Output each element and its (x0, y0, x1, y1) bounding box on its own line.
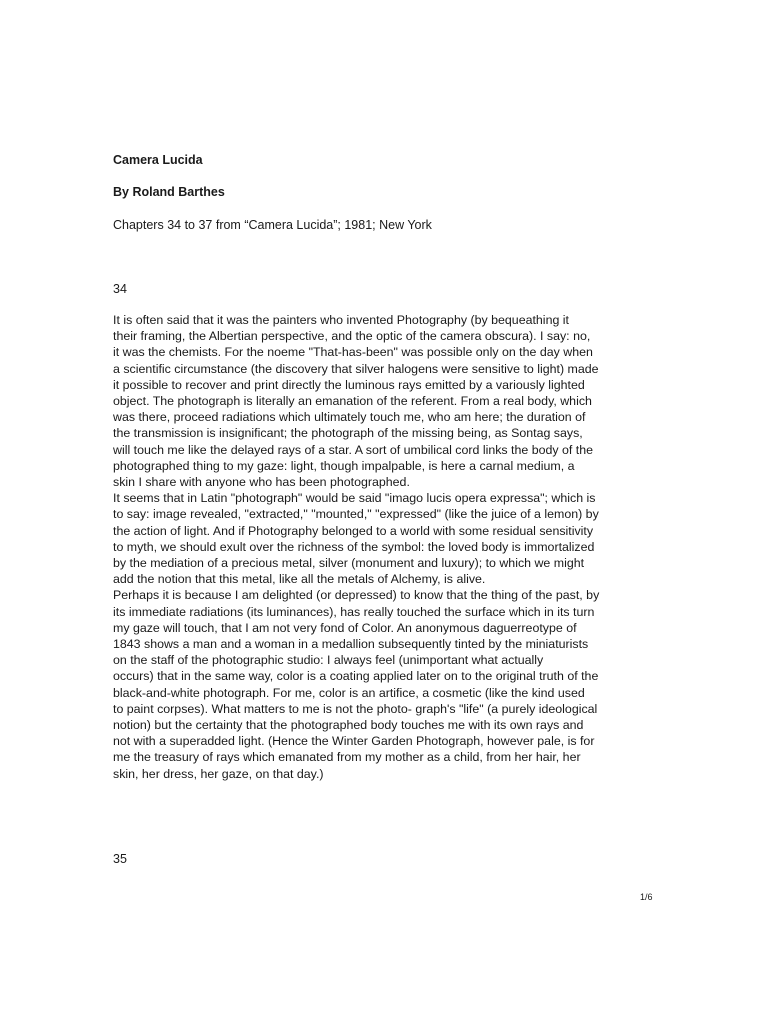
body-line: me the treasury of rays which emanated from my mother as a child, from her hair, her (113, 750, 581, 765)
page-number: 1/6 (640, 892, 653, 902)
body-line: their framing, the Albertian perspective, and the optic of the camera obscura). I say: no, (113, 329, 591, 344)
body-line: It is often said that it was the painters who invented Photography (by bequeathing it (113, 313, 569, 327)
body-line: by the mediation of a precious metal, silver (monument and luxury); to which we might (113, 556, 585, 571)
body-line: it was the chemists. For the noeme "That-has-been" was possible only on the day when (113, 345, 593, 360)
body-line: 1843 shows a man and a woman in a medallion subsequently tinted by the miniaturists (113, 637, 589, 652)
body-line: its immediate radiations (its luminances), has really touched the surface which in its turn (113, 604, 595, 619)
body-line: skin I share with anyone who has been photographed. (113, 475, 410, 490)
body-line: a scientific circumstance (the discovery that silver halogens were sensitive to light) made (113, 361, 599, 376)
body-line: on the staff of the photographic studio: I always feel (unimportant what actually (113, 653, 544, 668)
document-author: By Roland Barthes (113, 185, 225, 199)
chapter-34-body (113, 312, 658, 782)
body-line: notion) but the certainty that the photographed body touches me with its own rays and (113, 718, 584, 733)
body-line: skin, her dress, her gaze, on that day.) (113, 766, 324, 781)
chapter-35-heading: 35 (113, 852, 127, 866)
body-line: black-and-white photograph. For me, color is an artifice, a cosmetic (like the kind used (113, 685, 585, 700)
chapter-34-heading: 34 (113, 282, 127, 296)
body-line: was there, proceed radiations which ultimately touch me, who am here; the duration of (113, 410, 586, 425)
body-line: photographed thing to my gaze: light, though impalpable, is here a carnal medium, a (113, 458, 575, 473)
body-line: my gaze will touch, that I am not very fond of Color. An anonymous daguerreotype of (113, 620, 577, 635)
document-title: Camera Lucida (113, 153, 203, 167)
body-line: add the notion that this metal, like all the metals of Alchemy, is alive. (113, 572, 486, 587)
body-line: object. The photograph is literally an emanation of the referent. From a real body, which (113, 394, 592, 409)
body-line: to paint corpses). What matters to me is not the photo- graph's "life" (a purely ideological (113, 701, 598, 716)
body-line: the action of light. And if Photography belonged to a world with some residual sensitivity (113, 523, 594, 538)
document-source: Chapters 34 to 37 from “Camera Lucida”; 1981; New York (113, 218, 432, 232)
body-line: Perhaps it is because I am delighted (or depressed) to know that the thing of the past, by (113, 588, 600, 603)
body-line: will touch me like the delayed rays of a star. A sort of umbilical cord links the body of the (113, 442, 594, 457)
body-line: It seems that in Latin "photograph" would be said "imago lucis opera expressa"; which is (113, 491, 596, 506)
body-line: the transmission is insignificant; the photograph of the missing being, as Sontag says, (113, 426, 583, 441)
body-line: not with a superadded light. (Hence the Winter Garden Photograph, however pale, is for (113, 734, 595, 749)
body-line: to say: image revealed, "extracted," "mounted," "expressed" (like the juice of a lemon) by (113, 507, 599, 522)
body-line: occurs) that in the same way, color is a coating applied later on to the original truth of the (113, 669, 599, 684)
body-line: it possible to recover and print directly the luminous rays emitted by a variously lighted (113, 377, 585, 392)
body-line: to myth, we should exult over the richness of the symbol: the loved body is immortalized (113, 539, 595, 554)
